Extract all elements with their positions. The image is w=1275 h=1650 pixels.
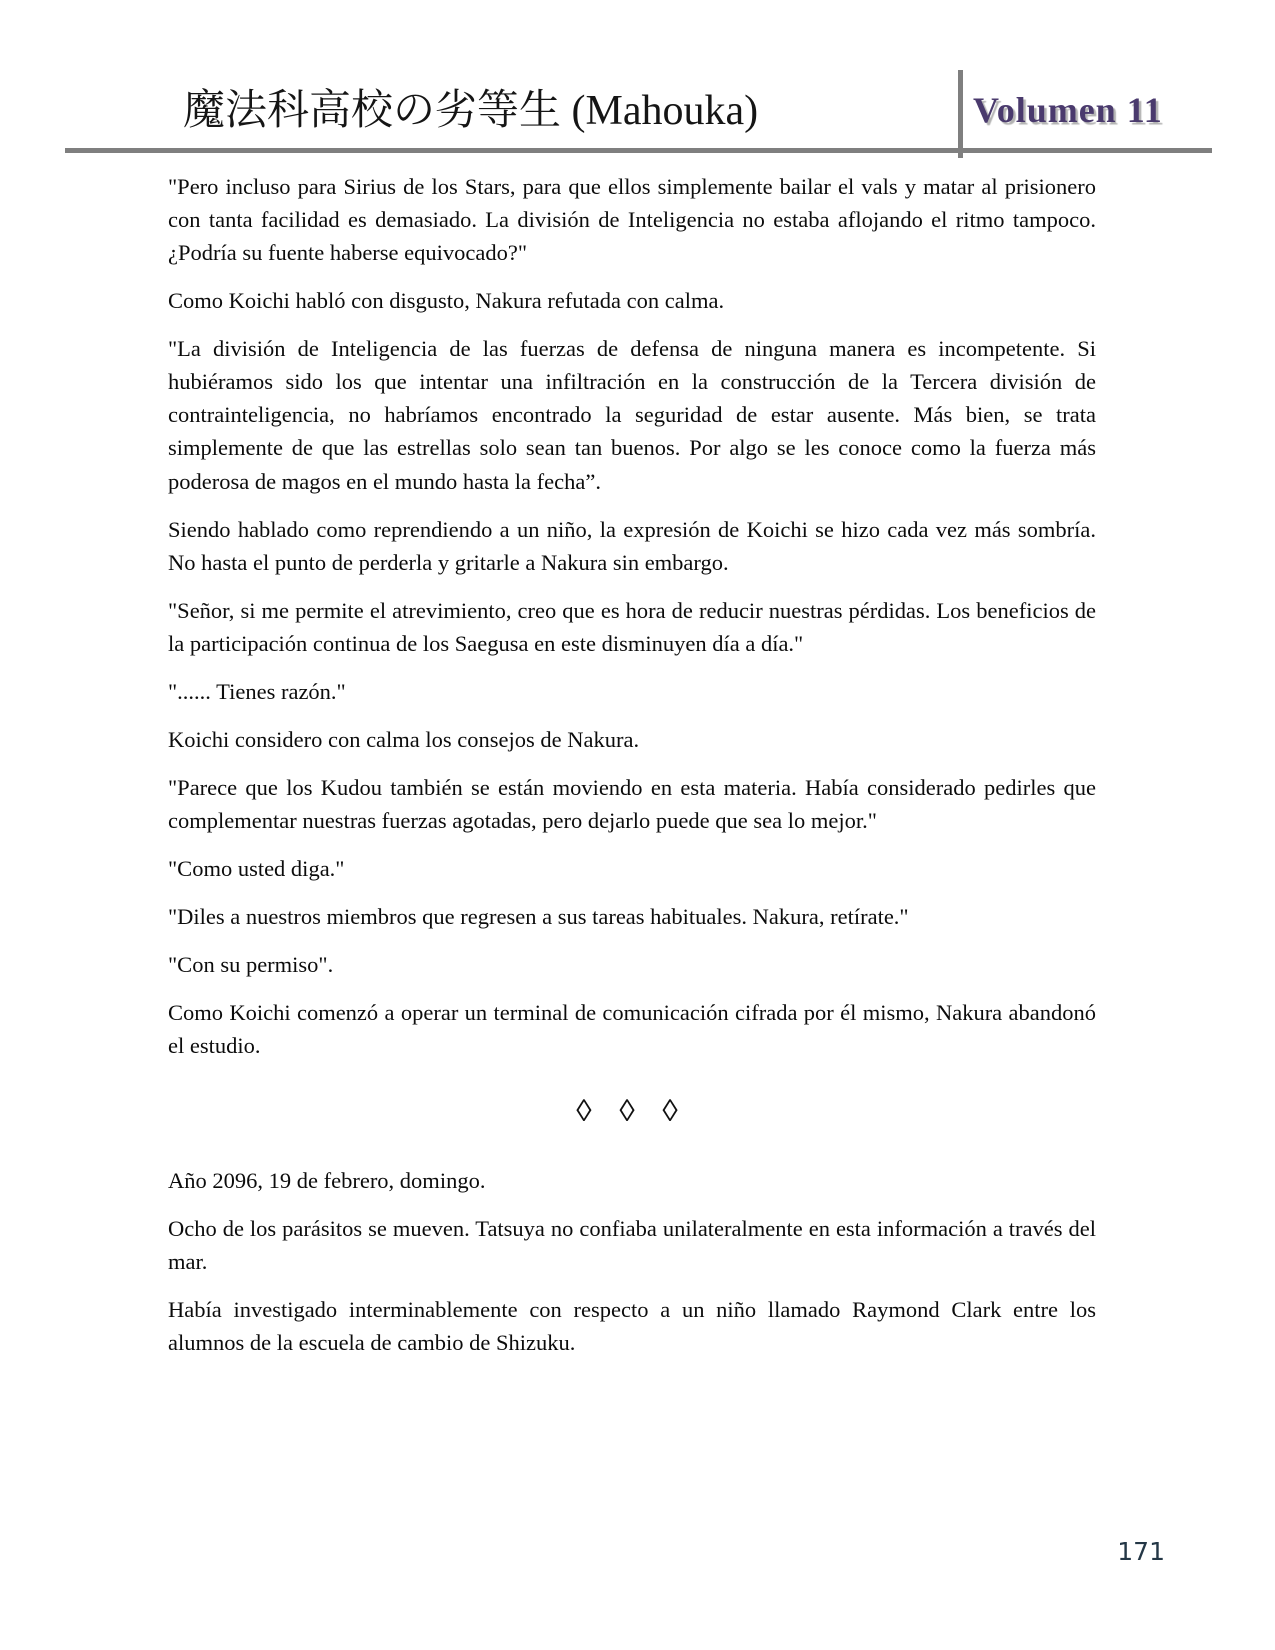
page-number: 171 bbox=[1117, 1537, 1165, 1566]
paragraph: Año 2096, 19 de febrero, domingo. bbox=[168, 1167, 486, 1193]
paragraph: "Señor, si me permite el atrevimiento, creo que es hora de reducir nuestras pérdidas. Los beneficios de la participación continua de los Saegusa en este disminuyen día a día." bbox=[168, 597, 1096, 656]
volume-label: Volumen 11 bbox=[973, 90, 1163, 130]
page-content bbox=[168, 170, 1096, 1374]
paragraph: Había investigado interminablemente con respecto a un niño llamado Raymond Clark entre los alumnos de la escuela de cambio de Shizuku. bbox=[168, 1297, 1096, 1356]
paragraph: Ocho de los parásitos se mueven. Tatsuya no confiaba unilateralmente en esta información a través del mar. bbox=[168, 1216, 1096, 1275]
paragraph: "Diles a nuestros miembros que regresen a sus tareas habituales. Nakura, retírate." bbox=[168, 904, 909, 930]
paragraph: "Parece que los Kudou también se están moviendo en esta materia. Había considerado pedirles que complementar nuestras fuerzas agotadas, pero dejarlo puede que sea lo mejor." bbox=[168, 774, 1096, 833]
paragraph: Como Koichi comenzó a operar un terminal de comunicación cifrada por él mismo, Nakura abandonó el estudio. bbox=[168, 1000, 1096, 1059]
paragraph: Como Koichi habló con disgusto, Nakura refutada con calma. bbox=[168, 288, 725, 314]
paragraph: "...... Tienes razón." bbox=[168, 678, 346, 704]
paragraph: Koichi considero con calma los consejos de Nakura. bbox=[168, 726, 640, 752]
paragraphs-before-divider bbox=[168, 170, 1096, 1062]
paragraph: Siendo hablado como reprendiendo a un niño, la expresión de Koichi se hizo cada vez más sombría. No hasta el punto de perderla y gritarle a Nakura sin embargo. bbox=[168, 516, 1096, 575]
book-title: 魔法科高校の劣等生 (Mahouka) bbox=[183, 88, 759, 134]
paragraphs-after-divider bbox=[168, 1164, 1096, 1359]
paragraph: "Con su permiso". bbox=[168, 952, 334, 978]
paragraph: "La división de Inteligencia de las fuerzas de defensa de ninguna manera es incompetente. Si hubiéramos sido los que intentar una infiltración en la construcción de la Tercera división de contrainteligencia, no habríamos encontrado la seguridad de estar ausente. Más bien, se trata simplemente de que las estrellas solo sean tan buenos. Por algo se les conoce como la fuerza más poderosa de magos en el mundo hasta la fecha”. bbox=[168, 336, 1096, 494]
header-vertical-bar bbox=[958, 70, 963, 158]
paragraph: "Pero incluso para Sirius de los Stars, para que ellos simplemente bailar el vals y matar al prisionero con tanta facilidad es demasiado. La división de Inteligencia no estaba aflojando el ritmo tampoco. ¿Podría su fuente haberse equivocado?" bbox=[168, 174, 1096, 266]
scene-break-divider: ◊ ◊ ◊ bbox=[576, 1093, 688, 1129]
page-header bbox=[65, 62, 1212, 148]
header-rule bbox=[65, 148, 1212, 153]
paragraph: "Como usted diga." bbox=[168, 856, 345, 882]
